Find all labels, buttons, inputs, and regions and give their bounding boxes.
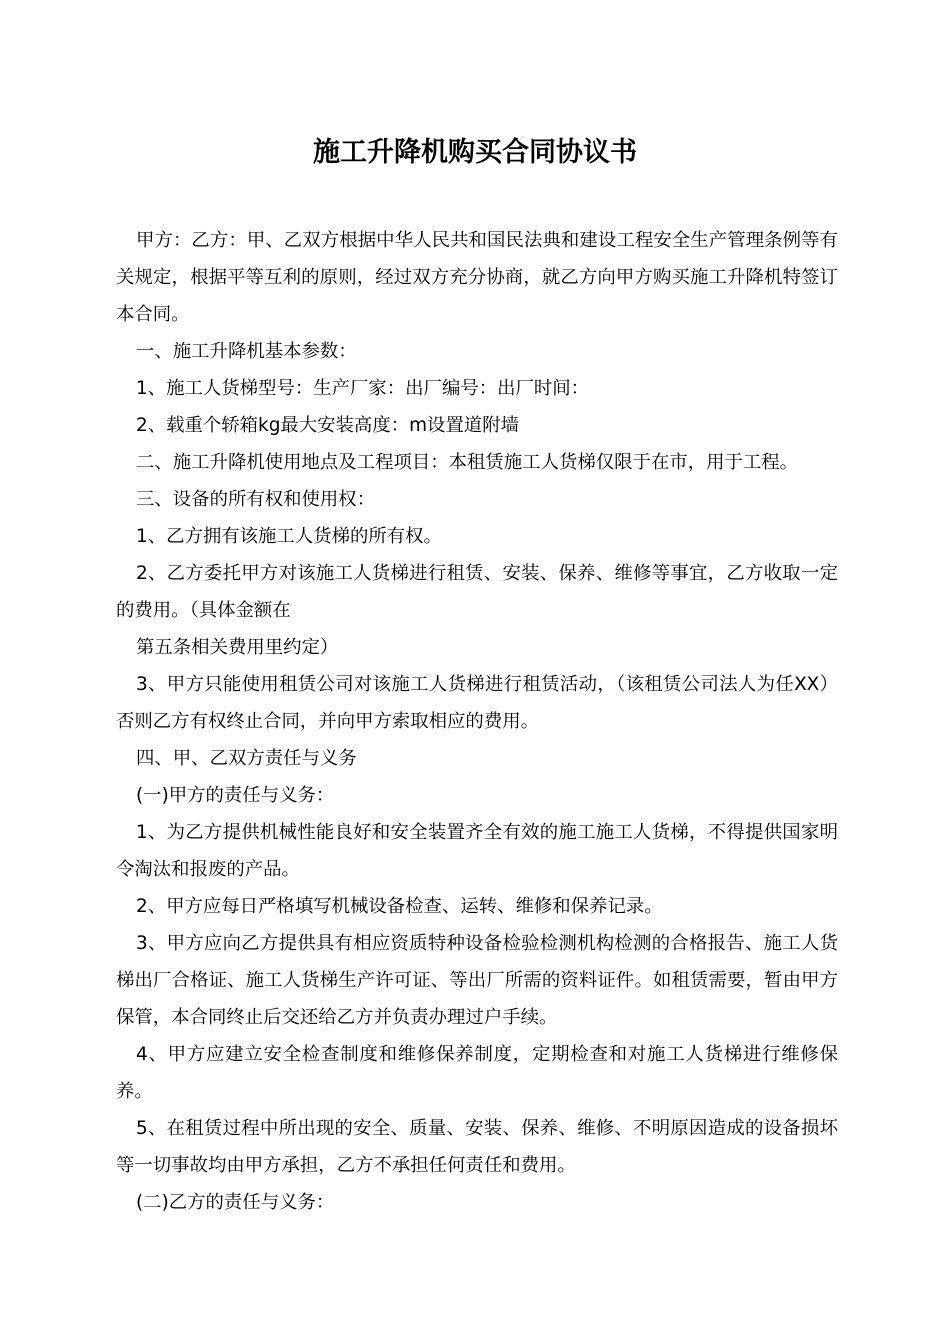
subsection-heading: (二)乙方的责任与义务： <box>136 1192 335 1213</box>
paragraph-item: 第五条相关费用里约定） <box>136 637 339 658</box>
document-title: 施工升降机购买合同协议书 <box>313 137 637 168</box>
paragraph-preamble: 甲方：乙方：甲、乙双方根据中华人民共和国民法典和建设工程安全生产管理条例等有关规定，根据平等互利的原则，经过双方充分协商，就乙方向甲方购买施工升降机特签订本合同。 <box>116 230 838 325</box>
paragraph-item: 5、在租赁过程中所出现的安全、质量、安装、保养、维修、不明原因造成的设备损坏等一切事故均由甲方承担，乙方不承担任何责任和费用。 <box>116 1118 838 1176</box>
paragraph-item: 1、为乙方提供机械性能良好和安全装置齐全有效的施工施工人货梯，不得提供国家明令淘汰和报废的产品。 <box>116 822 838 880</box>
document-body <box>116 222 838 1221</box>
paragraph-item: 2、甲方应每日严格填写机械设备检查、运转、维修和保养记录。 <box>136 896 663 917</box>
paragraph-item: 3、甲方应向乙方提供具有相应资质特种设备检验检测机构检测的合格报告、施工人货梯出厂合格证、施工人货梯生产许可证、等出厂所需的资料证件。如租赁需要，暂由甲方保管，本合同终止后交还给乙方并负责办理过户手续。 <box>116 933 838 1028</box>
paragraph-item: 2、乙方委托甲方对该施工人货梯进行租赁、安装、保养、维修等事宜，乙方收取一定的费用。（具体金额在 <box>116 563 838 621</box>
paragraph-item: 1、施工人货梯型号：生产厂家：出厂编号：出厂时间： <box>136 378 590 399</box>
subsection-heading: (一)甲方的责任与义务： <box>136 785 335 806</box>
paragraph-item: 1、乙方拥有该施工人货梯的所有权。 <box>136 526 442 547</box>
paragraph-item: 3、甲方只能使用租赁公司对该施工人货梯进行租赁活动，（该租赁公司法人为任XX）否则乙方有权终止合同，并向甲方索取相应的费用。 <box>116 674 838 732</box>
paragraph-item: 4、甲方应建立安全检查制度和维修保养制度，定期检查和对施工人货梯进行维修保养。 <box>116 1044 838 1102</box>
section-heading-3: 三、设备的所有权和使用权： <box>136 489 376 510</box>
section-heading-2: 二、施工升降机使用地点及工程项目：本租赁施工人货梯仅限于在市，用于工程。 <box>136 452 799 473</box>
section-heading-4: 四、甲、乙双方责任与义务 <box>136 748 357 769</box>
section-heading-1: 一、施工升降机基本参数： <box>136 341 357 362</box>
paragraph-item: 2、载重个轿箱kg最大安装高度：m设置道附墙 <box>136 415 519 436</box>
